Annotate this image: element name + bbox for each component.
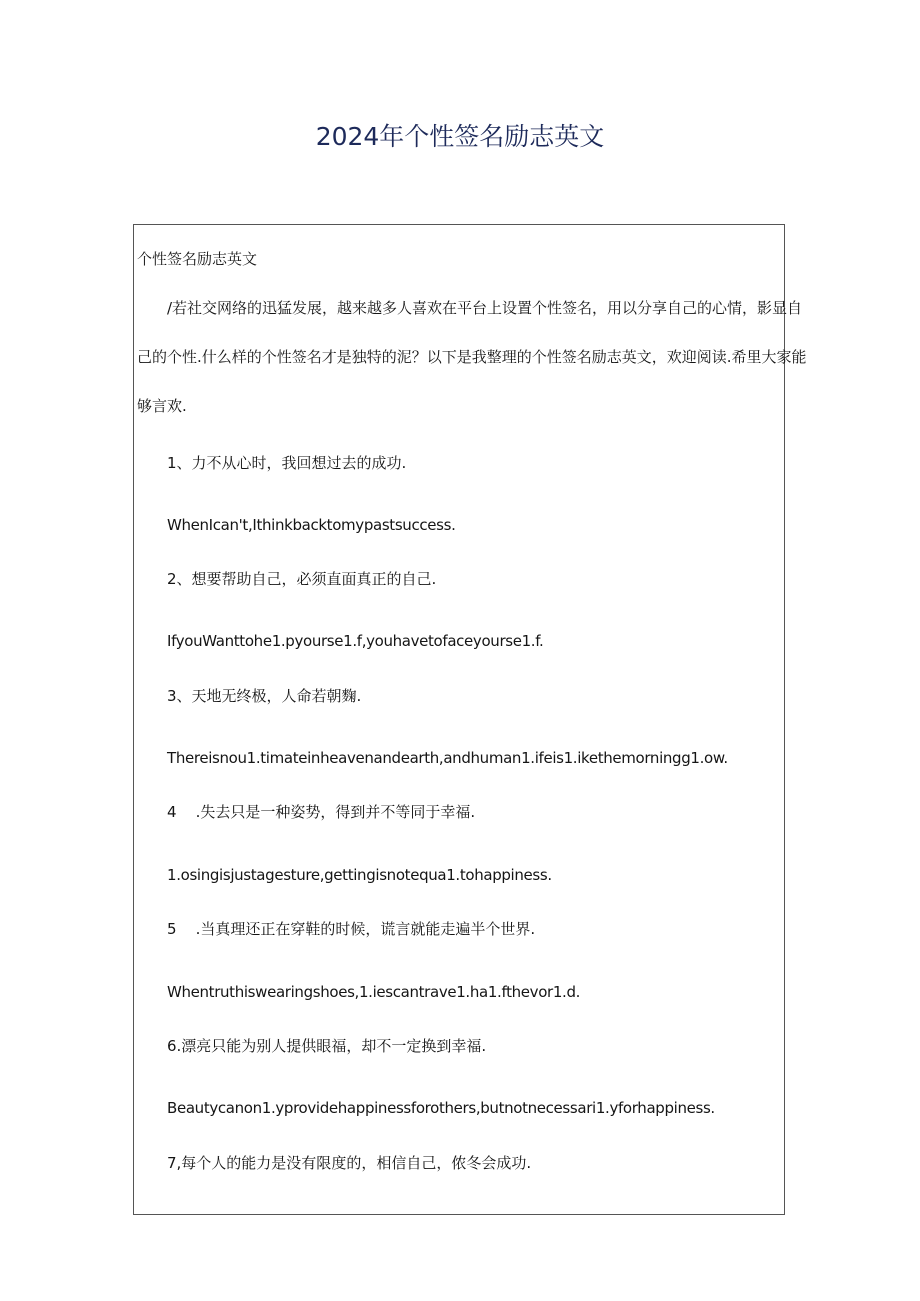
document-title: 2024年个性签名励志英文 bbox=[315, 122, 605, 151]
intro-line-2: 己的个性.什么样的个性签名才是独特的泥？以下是我整理的个性签名励志英文，欢迎阅读.希里大家能 bbox=[137, 348, 807, 366]
section-subtitle: 个性签名励志英文 bbox=[137, 250, 258, 268]
intro-line-1: /若社交网络的迅猛发展，越来越多人喜欢在平台上设置个性签名，用以分享自己的心情，影显自 bbox=[167, 299, 803, 317]
item-2-chinese: 2、想要帮助自己，必须直面真正的自己. bbox=[167, 570, 437, 588]
item-1-english: WhenIcan't,Ithinkbacktomypastsuccess. bbox=[167, 516, 456, 534]
item-4-english: 1.osingisjustagesture,gettingisnotequa1.tohappiness. bbox=[167, 866, 552, 884]
content-box bbox=[133, 224, 807, 1215]
intro-line-3: 够言欢. bbox=[137, 397, 187, 415]
item-6-english: Beautycanon1.yprovidehappinessforothers,butnotnecessari1.yforhappiness. bbox=[167, 1099, 715, 1117]
item-2-english: IfyouWanttohe1.pyourse1.f,youhavetofaceyourse1.f. bbox=[167, 632, 544, 650]
item-3-english: Thereisnou1.timateinheavenandearth,andhuman1.ifeis1.ikethemorningg1.ow. bbox=[167, 749, 728, 767]
item-7-chinese: 7,每个人的能力是没有限度的，相信自己，侬冬会成功. bbox=[167, 1154, 532, 1172]
item-4-chinese: 4 .失去只是一种姿势，得到并不等同于幸福. bbox=[167, 803, 476, 821]
item-6-chinese: 6.漂亮只能为别人提供眼福，却不一定换到幸福. bbox=[167, 1037, 487, 1055]
item-5-english: Whentruthiswearingshoes,1.iescantrave1.ha1.fthevor1.d. bbox=[167, 983, 581, 1001]
item-3-chinese: 3、天地无终极，人命若朝麴. bbox=[167, 687, 362, 705]
item-1-chinese: 1、力不从心时，我回想过去的成功. bbox=[167, 454, 407, 472]
item-5-chinese: 5 .当真理还正在穿鞋的时候，谎言就能走遍半个世界. bbox=[167, 920, 536, 938]
